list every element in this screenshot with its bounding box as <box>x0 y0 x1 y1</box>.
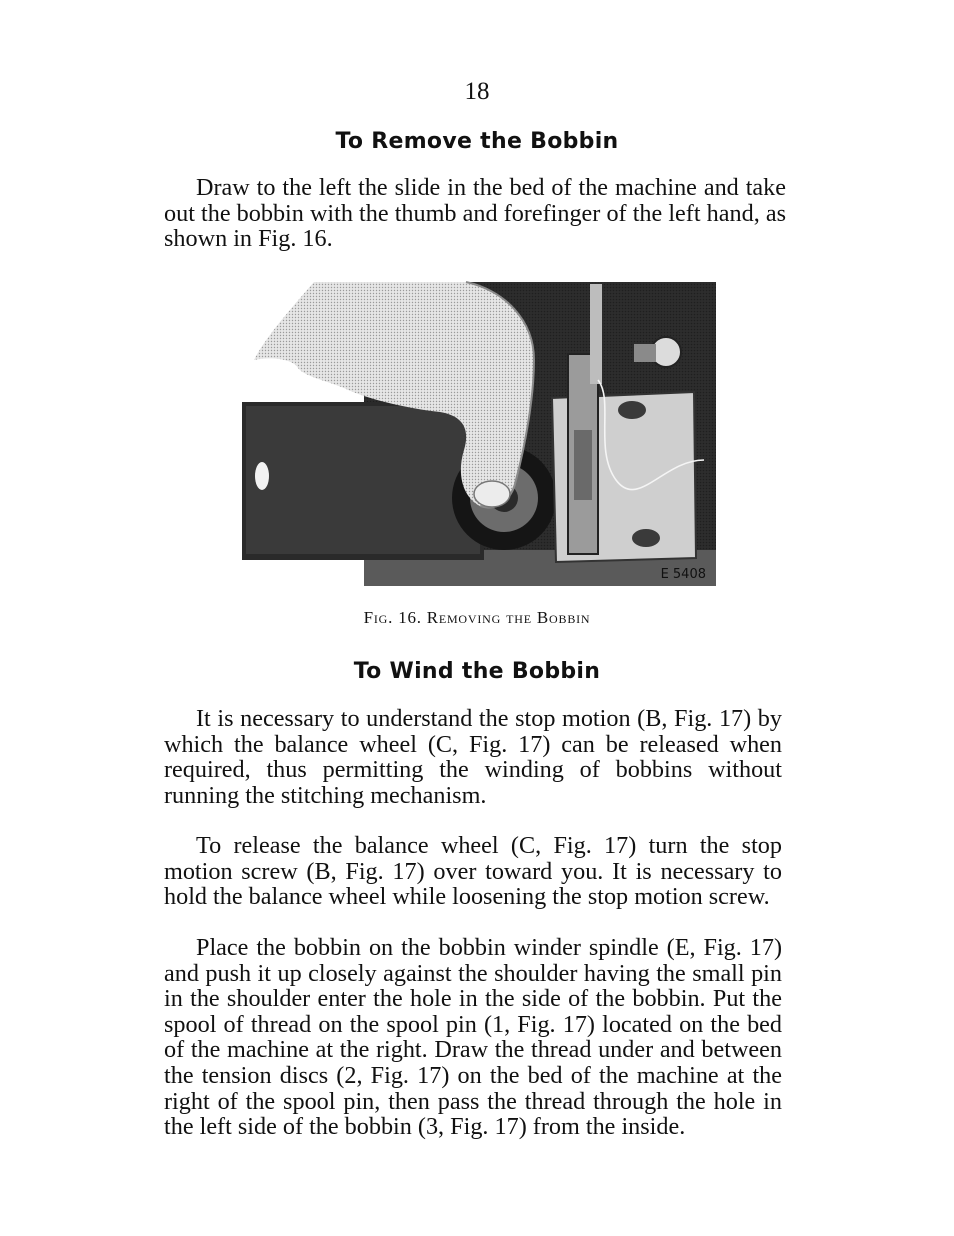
section-heading-remove-bobbin: To Remove the Bobbin <box>335 129 619 154</box>
figure-caption-text: Removing the Bobbin <box>426 608 591 627</box>
figure-caption-label: Fig. 16. <box>363 608 422 627</box>
page-number: 18 <box>464 78 490 105</box>
plate-code: E 5408 <box>660 567 706 582</box>
figure-removing-bobbin-photo <box>234 280 720 588</box>
section-heading-wind-bobbin: To Wind the Bobbin <box>353 659 601 684</box>
figure-caption <box>0 608 954 628</box>
paragraph-stop-motion: It is necessary to understand the stop motion (B, Fig. 17) by which the balance wheel (C, Fig. 17) can be released when required, thus permitting the winding of bobbins without running the stitching mechanism. <box>164 705 782 809</box>
paragraph-remove-bobbin: Draw to the left the slide in the bed of the machine and take out the bobbin with the thumb and forefinger of the left hand, as shown in Fig. 16. <box>164 174 786 253</box>
paragraph-release-balance-wheel: To release the balance wheel (C, Fig. 17) turn the stop motion screw (B, Fig. 17) over toward you. It is necessary to hold the balance wheel while loosening the stop motion screw. <box>164 832 782 911</box>
paragraph-place-bobbin: Place the bobbin on the bobbin winder spindle (E, Fig. 17) and push it up closely against the shoulder having the small pin in the shoulder enter the hole in the side of the bobbin. Put the spool of thread on the spool pin (1, Fig. 17) located on the bed of the machine at the right. Draw the thread under and between the tension discs (2, Fig. 17) on the bed of the machine at the right of the spool pin, then pass the thread through the hole in the left side of the bobbin (3, Fig. 17) from the inside. <box>164 934 782 1141</box>
